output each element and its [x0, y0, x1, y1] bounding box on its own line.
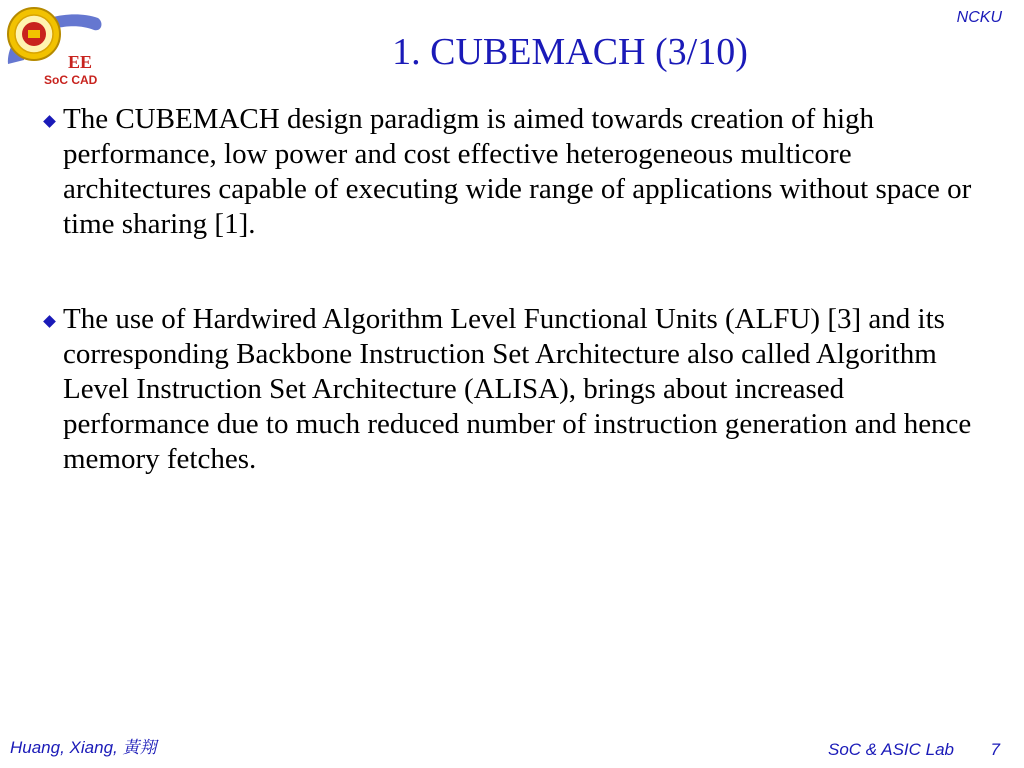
org-label: NCKU — [956, 9, 1002, 26]
page-number: 7 — [990, 740, 1000, 759]
logo-mark-text: EE — [68, 52, 93, 72]
footer-author: Huang, Xiang, 黃翔 — [10, 738, 157, 757]
logo-text: SoC CAD — [44, 73, 98, 87]
slide-body — [40, 102, 990, 537]
diamond-bullet-icon — [43, 115, 56, 128]
bullet-text: The CUBEMACH design paradigm is aimed towards creation of high performance, low power and cost effective heterogeneous multicore architectures capable of executing wide range of applications without space or time sharing [1]. — [63, 103, 972, 240]
slide-title: 1. CUBEMACH (3/10) — [392, 31, 748, 73]
footer-lab: SoC & ASIC Lab — [828, 740, 954, 759]
bullet-item — [40, 302, 990, 477]
bullet-item — [40, 102, 990, 242]
bullet-text: The use of Hardwired Algorithm Level Functional Units (ALFU) [3] and its corresponding Backbone Instruction Set Architecture also called Algorithm Level Instruction Set Architecture (ALISA), brings about increased performance due to much reduced number of instruction generation and hence memory fetches. — [63, 303, 972, 475]
diamond-bullet-icon — [43, 315, 56, 328]
